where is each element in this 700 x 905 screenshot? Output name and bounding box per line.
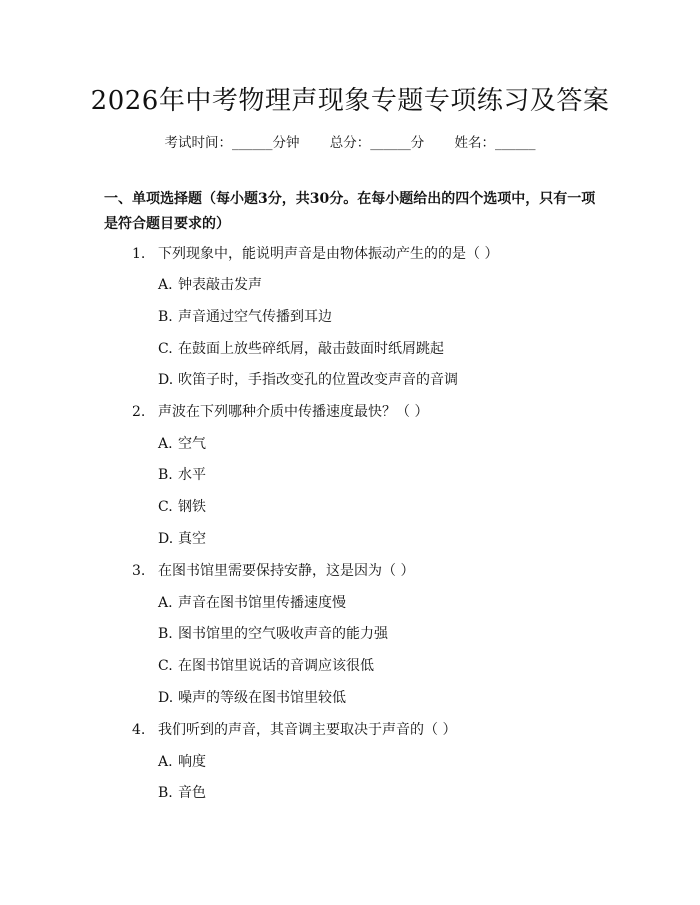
option-text: 噪声的等级在图书馆里较低 — [178, 690, 346, 706]
option-text: 水平 — [178, 467, 206, 483]
question-3 — [132, 561, 414, 581]
option — [158, 529, 206, 549]
option-text: 在图书馆里说话的音调应该很低 — [178, 658, 374, 674]
option-text: 图书馆里的空气吸收声音的能力强 — [178, 626, 388, 642]
option-text: 吹笛子时，手指改变孔的位置改变声音的音调 — [178, 372, 458, 388]
option-text: 音色 — [178, 785, 206, 801]
question-text: 声波在下列哪种介质中传播速度最快？（ ） — [158, 404, 429, 420]
exam-time-field: 考试时间：______分钟 — [164, 135, 300, 151]
question-number: 1. — [132, 246, 146, 262]
option-letter: B. — [158, 785, 173, 801]
option — [158, 497, 206, 517]
question-4 — [132, 720, 456, 740]
option — [158, 624, 388, 644]
option-letter: C. — [158, 658, 173, 674]
option-letter: D. — [158, 690, 174, 706]
option-letter: B. — [158, 626, 173, 642]
option-letter: C. — [158, 341, 173, 357]
option-text: 响度 — [178, 754, 206, 770]
option-letter: C. — [158, 499, 173, 515]
option-text: 真空 — [178, 531, 206, 547]
option-letter: A. — [158, 436, 173, 452]
question-text: 在图书馆里需要保持安静，这是因为（ ） — [158, 563, 415, 579]
option-letter: A. — [158, 277, 173, 293]
option — [158, 339, 444, 359]
option-text: 声音在图书馆里传播速度慢 — [178, 595, 346, 611]
question-text: 我们听到的声音，其音调主要取决于声音的（ ） — [158, 722, 457, 738]
option — [158, 656, 374, 676]
option-text: 钢铁 — [178, 499, 206, 515]
option-letter: D. — [158, 531, 174, 547]
student-name-field: 姓名：______ — [454, 135, 536, 151]
question-1 — [132, 244, 498, 264]
option-letter: A. — [158, 595, 173, 611]
option — [158, 752, 206, 772]
option-letter: A. — [158, 754, 173, 770]
option-letter: B. — [158, 467, 173, 483]
total-score-field: 总分：______分 — [329, 135, 425, 151]
section-heading: 一、单项选择题（每小题3分，共30分。在每小题给出的四个选项中，只有一项是符合题目要求的） — [104, 191, 596, 232]
option-text: 钟表敲击发声 — [178, 277, 262, 293]
option-letter: D. — [158, 372, 174, 388]
page-title: 2026年中考物理声现象专题专项练习及答案 — [90, 86, 610, 116]
option-text: 空气 — [178, 436, 206, 452]
question-number: 2. — [132, 404, 146, 420]
option — [158, 465, 206, 485]
option-text: 在鼓面上放些碎纸屑，敲击鼓面时纸屑跳起 — [178, 341, 444, 357]
option — [158, 307, 332, 327]
question-text: 下列现象中，能说明声音是由物体振动产生的的是（ ） — [158, 246, 499, 262]
option — [158, 275, 262, 295]
option — [158, 688, 346, 708]
option-letter: B. — [158, 309, 173, 325]
option-text: 声音通过空气传播到耳边 — [178, 309, 332, 325]
question-number: 4. — [132, 722, 146, 738]
option — [158, 593, 346, 613]
option — [158, 370, 458, 390]
exam-meta — [0, 131, 700, 151]
question-number: 3. — [132, 563, 146, 579]
question-2 — [132, 402, 428, 422]
option — [158, 434, 206, 454]
option — [158, 783, 206, 803]
